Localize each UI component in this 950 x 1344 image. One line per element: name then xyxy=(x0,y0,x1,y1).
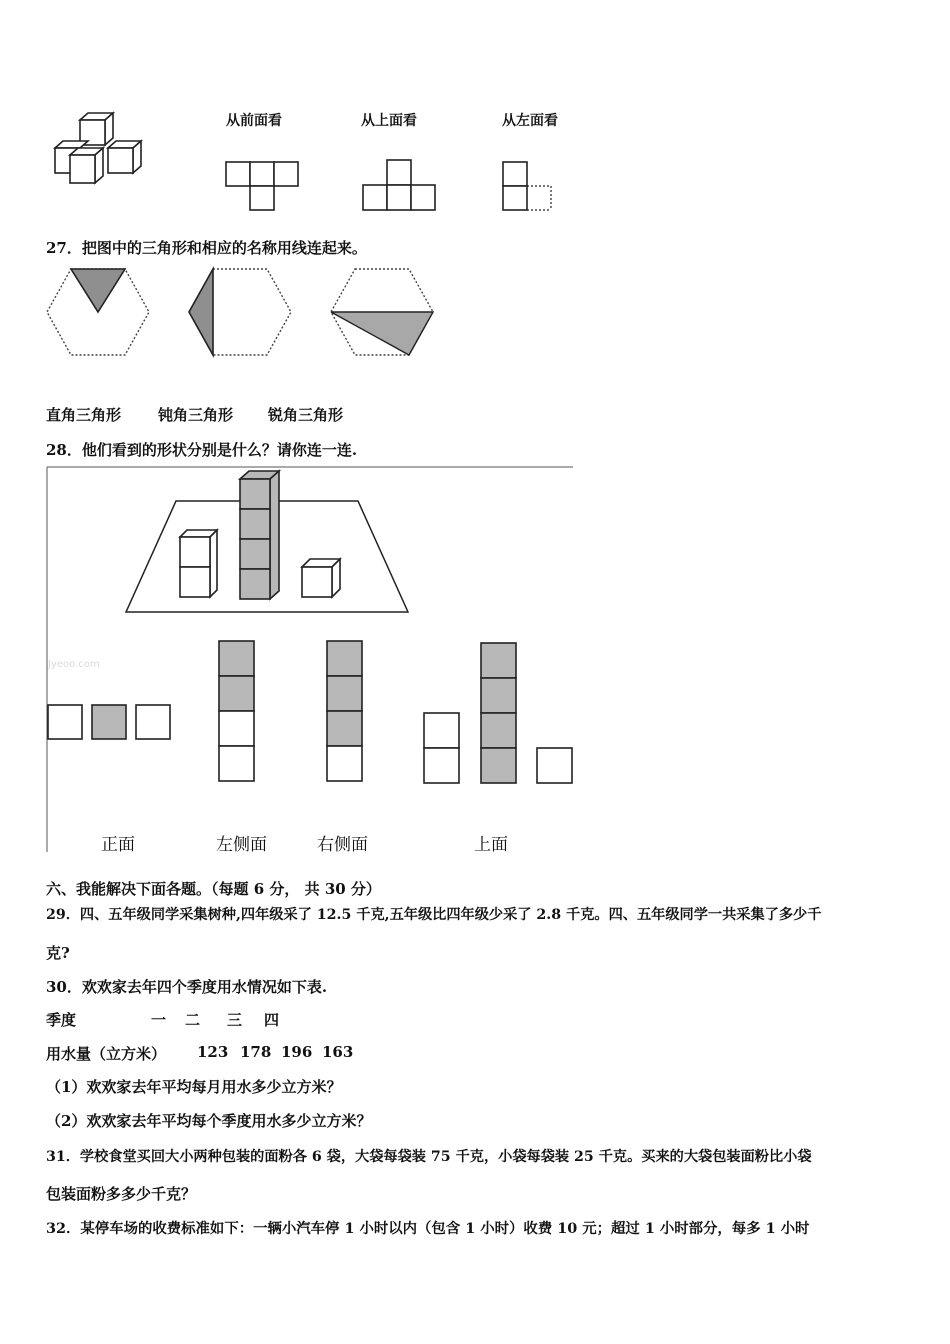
front-view-label: 从前面看 xyxy=(226,113,282,129)
left-view-shape xyxy=(503,160,563,220)
section6-title: 六、我能解决下面各题。（每题 6 分， 共 30 分） xyxy=(46,880,381,898)
label-right-side: 右侧面 xyxy=(317,835,368,855)
q27-text: 27．把图中的三角形和相应的名称用线连起来。 xyxy=(46,239,367,257)
front-view-shape xyxy=(226,160,326,220)
q29-line1: 29．四、五年级同学采集树种,四年级采了 12.5 千克,五年级比四年级少采了 2.8 千克。四、五年级同学一共采集了多少千 xyxy=(46,907,822,923)
label-top: 上面 xyxy=(474,835,508,855)
triangle-name-right: 直角三角形 xyxy=(46,406,122,424)
q31-line2: 包装面粉多多少千克？ xyxy=(46,1185,197,1203)
q28-figure xyxy=(46,467,576,857)
q32-line1: 32．某停车场的收费标准如下：一辆小汽车停 1 小时以内（包含 1 小时）收费 10 元；超过 1 小时部分，每多 1 小时 xyxy=(46,1220,810,1237)
q30-quarter-4: 四 xyxy=(264,1011,280,1029)
label-front: 正面 xyxy=(101,835,135,855)
hexagon-1 xyxy=(46,268,152,358)
label-left-side: 左侧面 xyxy=(216,835,267,855)
hexagon-2 xyxy=(188,268,294,358)
q30-row2-label: 用水量（立方米） xyxy=(46,1045,167,1063)
q30-sub2: （2）欢欢家去年平均每个季度用水多少立方米？ xyxy=(46,1112,372,1130)
triangle-name-obtuse: 钝角三角形 xyxy=(158,406,234,424)
cube-arrangement-figure xyxy=(50,110,160,190)
triangle-name-acute: 锐角三角形 xyxy=(268,406,344,424)
hexagon-3 xyxy=(330,268,436,358)
q30-sub1: （1）欢欢家去年平均每月用水多少立方米？ xyxy=(46,1078,342,1096)
q30-usage-4: 163 xyxy=(322,1043,354,1061)
q30-usage-1: 123 xyxy=(197,1043,229,1061)
q30-quarter-1: 一 xyxy=(151,1011,167,1029)
left-view-label: 从左面看 xyxy=(502,113,558,129)
q28-text: 28．他们看到的形状分别是什么？请你连一连. xyxy=(46,441,358,459)
q30-usage-2: 178 xyxy=(240,1043,272,1061)
q30-row1-label: 季度 xyxy=(46,1011,77,1029)
watermark: Jyeoo.com xyxy=(48,659,100,670)
top-view-label: 从上面看 xyxy=(361,113,417,129)
q30-text: 30．欢欢家去年四个季度用水情况如下表. xyxy=(46,978,328,996)
top-view-shape xyxy=(363,160,463,220)
q31-line1: 31．学校食堂买回大小两种包装的面粉各 6 袋，大袋每袋装 75 千克，小袋每袋装 25 千克。买来的大袋包装面粉比小袋 xyxy=(46,1149,812,1165)
q30-quarter-3: 三 xyxy=(227,1011,243,1029)
q30-quarter-2: 二 xyxy=(185,1011,201,1029)
q30-usage-3: 196 xyxy=(281,1043,313,1061)
q29-line2: 克? xyxy=(46,944,70,962)
